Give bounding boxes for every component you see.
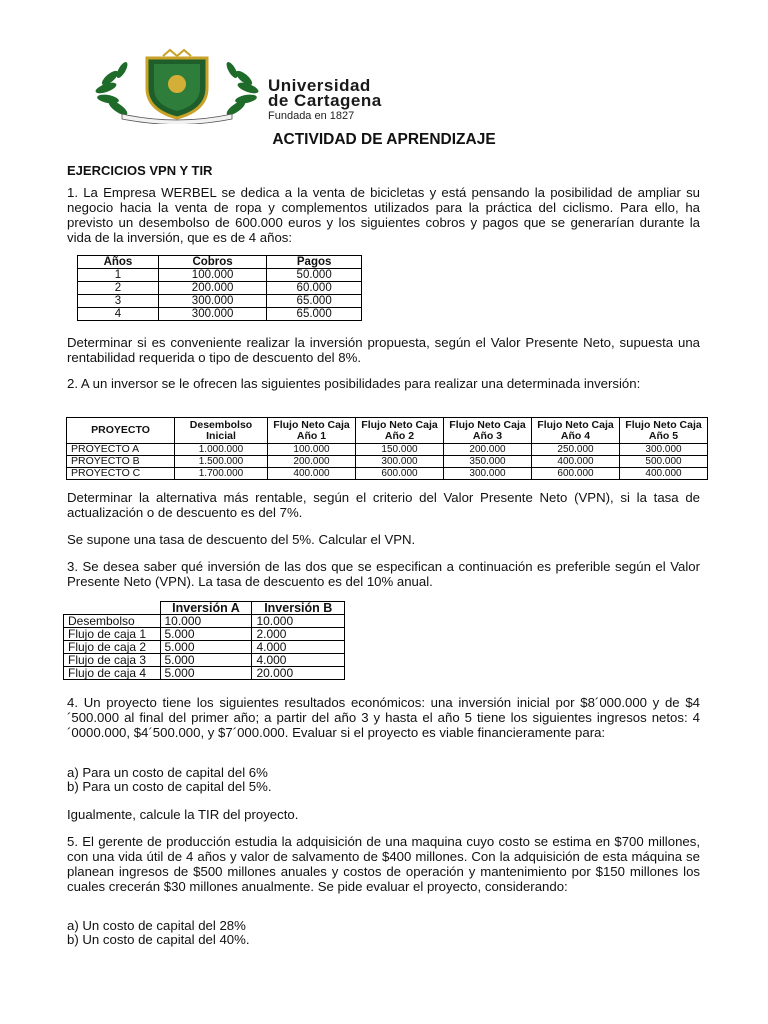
table-cell: PROYECTO A bbox=[67, 444, 175, 456]
table-row bbox=[78, 269, 362, 282]
section-subtitle: EJERCICIOS VPN Y TIR bbox=[67, 163, 213, 178]
exercise-2-table bbox=[66, 417, 708, 480]
table-row bbox=[64, 654, 345, 667]
table-cell: PROYECTO B bbox=[67, 456, 175, 468]
table-cell: 10.000 bbox=[252, 615, 345, 628]
table-header-row bbox=[64, 602, 345, 615]
table-cell: 3 bbox=[78, 295, 159, 308]
table-cell: 4.000 bbox=[252, 654, 345, 667]
table-cell: 50.000 bbox=[267, 269, 362, 282]
table-cell: 1 bbox=[78, 269, 159, 282]
table-row bbox=[64, 667, 345, 680]
table-header-row bbox=[78, 256, 362, 269]
table-cell: 1.500.000 bbox=[175, 456, 268, 468]
table-cell: 200.000 bbox=[268, 456, 356, 468]
exercise-2-question: Determinar la alternativa más rentable, según el criterio del Valor Presente Neto (VPN), si la tasa de actualización o de descuento es del 7%. bbox=[67, 490, 700, 520]
university-header bbox=[92, 48, 432, 126]
table-cell: 2 bbox=[78, 282, 159, 295]
table-header-cell: Años bbox=[78, 256, 159, 269]
university-name bbox=[268, 78, 382, 108]
table-cell: Flujo de caja 1 bbox=[64, 628, 161, 641]
exercise-4-option-a: a) Para un costo de capital del 6% bbox=[67, 765, 268, 780]
table-header-cell: Desembolso Inicial bbox=[175, 418, 268, 444]
table-cell: 100.000 bbox=[158, 269, 266, 282]
table-header-cell: Cobros bbox=[158, 256, 266, 269]
table-cell: 10.000 bbox=[160, 615, 252, 628]
table-cell: 60.000 bbox=[267, 282, 362, 295]
table-header-cell: Flujo Neto Caja Año 5 bbox=[620, 418, 708, 444]
table-cell: 500.000 bbox=[620, 456, 708, 468]
table-cell: 5.000 bbox=[160, 641, 252, 654]
table-cell: 350.000 bbox=[444, 456, 532, 468]
table-row bbox=[64, 615, 345, 628]
table-cell: 5.000 bbox=[160, 654, 252, 667]
table-cell: 600.000 bbox=[356, 468, 444, 480]
table-cell: Desembolso bbox=[64, 615, 161, 628]
table-cell: 5.000 bbox=[160, 628, 252, 641]
table-cell: 150.000 bbox=[356, 444, 444, 456]
exercise-5-option-b: b) Un costo de capital del 40%. bbox=[67, 932, 250, 947]
table-cell: Flujo de caja 3 bbox=[64, 654, 161, 667]
table-cell: 65.000 bbox=[267, 308, 362, 321]
table-cell: 250.000 bbox=[532, 444, 620, 456]
table-cell: 600.000 bbox=[532, 468, 620, 480]
table-cell: 200.000 bbox=[158, 282, 266, 295]
table-header-cell: Flujo Neto Caja Año 3 bbox=[444, 418, 532, 444]
table-row bbox=[78, 282, 362, 295]
table-header-cell bbox=[64, 602, 161, 615]
table-row bbox=[67, 468, 708, 480]
table-cell: 4.000 bbox=[252, 641, 345, 654]
table-header-cell: Flujo Neto Caja Año 4 bbox=[532, 418, 620, 444]
table-cell: PROYECTO C bbox=[67, 468, 175, 480]
table-cell: 300.000 bbox=[620, 444, 708, 456]
table-cell: 200.000 bbox=[444, 444, 532, 456]
exercise-5-text: 5. El gerente de producción estudia la adquisición de una maquina cuyo costo se estima en $700 millones, con una vida útil de 4 años y valor de salvamento de $400 millones. Con la adquisición de esta máquina se planean ingresos de $500 millones anuales y costos de operación y mantenimiento por $150 millones los cuales crecerán $30 millones anualmente. Se pide evaluar el proyecto, considerando: bbox=[67, 834, 700, 894]
table-cell: 300.000 bbox=[158, 295, 266, 308]
table-header-cell: Inversión A bbox=[160, 602, 252, 615]
table-header-cell: Flujo Neto Caja Año 2 bbox=[356, 418, 444, 444]
table-cell: Flujo de caja 4 bbox=[64, 667, 161, 680]
table-header-cell: Pagos bbox=[267, 256, 362, 269]
table-header-row bbox=[67, 418, 708, 444]
table-cell: 400.000 bbox=[620, 468, 708, 480]
table-row bbox=[67, 456, 708, 468]
exercise-3-text: 3. Se desea saber qué inversión de las dos que se especifican a continuación es preferible según el Valor Presente Neto (VPN). La tasa de descuento es del 10% anual. bbox=[67, 559, 700, 589]
table-cell: Flujo de caja 2 bbox=[64, 641, 161, 654]
table-row bbox=[78, 295, 362, 308]
table-cell: 400.000 bbox=[268, 468, 356, 480]
table-header-cell: Flujo Neto Caja Año 1 bbox=[268, 418, 356, 444]
table-cell: 1.000.000 bbox=[175, 444, 268, 456]
table-row bbox=[64, 641, 345, 654]
table-cell: 5.000 bbox=[160, 667, 252, 680]
table-header-cell: PROYECTO bbox=[67, 418, 175, 444]
table-row bbox=[67, 444, 708, 456]
university-founded: Fundada en 1827 bbox=[268, 110, 355, 122]
university-name-line1: Universidad bbox=[268, 76, 371, 95]
page-title: ACTIVIDAD DE APRENDIZAJE bbox=[272, 131, 496, 148]
table-cell: 1.700.000 bbox=[175, 468, 268, 480]
table-cell: 300.000 bbox=[444, 468, 532, 480]
table-cell: 65.000 bbox=[267, 295, 362, 308]
exercise-3-table bbox=[63, 601, 345, 680]
university-crest-logo bbox=[92, 48, 262, 124]
table-header-cell: Inversión B bbox=[252, 602, 345, 615]
exercise-5-option-a: a) Un costo de capital del 28% bbox=[67, 918, 246, 933]
exercise-2-note: Se supone una tasa de descuento del 5%. Calcular el VPN. bbox=[67, 532, 416, 547]
table-cell: 400.000 bbox=[532, 456, 620, 468]
table-cell: 4 bbox=[78, 308, 159, 321]
exercise-1-question: Determinar si es conveniente realizar la inversión propuesta, según el Valor Presente Neto, supuesta una rentabilidad requerida o tipo de descuento del 8%. bbox=[67, 335, 700, 365]
university-name-line2: de Cartagena bbox=[268, 91, 382, 110]
table-row bbox=[78, 308, 362, 321]
table-cell: 20.000 bbox=[252, 667, 345, 680]
table-cell: 300.000 bbox=[158, 308, 266, 321]
exercise-1-table bbox=[77, 255, 362, 321]
exercise-2-text: 2. A un inversor se le ofrecen las siguientes posibilidades para realizar una determinada inversión: bbox=[67, 376, 641, 391]
table-row bbox=[64, 628, 345, 641]
exercise-1-text: 1. La Empresa WERBEL se dedica a la venta de bicicletas y está pensando la posibilidad de ampliar su negocio hacia la venta de ropa y complementos utilizados para la práctica del ciclismo. Para ello, ha previsto un desembolso de 600.000 euros y los siguientes cobros y pagos que se generarían durante la vida de la inversión, que es de 4 años: bbox=[67, 185, 700, 245]
table-cell: 300.000 bbox=[356, 456, 444, 468]
table-cell: 100.000 bbox=[268, 444, 356, 456]
exercise-4-text: 4. Un proyecto tiene los siguientes resultados económicos: una inversión inicial por $8´000.000 y de $4´500.000 al final del primer año; a partir del año 3 y hasta el año 5 tiene los siguientes ingresos netos: 4´0000.000, $4´500.000, y $7´000.000. Evaluar si el proyecto es viable financieramente para: bbox=[67, 695, 700, 740]
exercise-4-tir: Igualmente, calcule la TIR del proyecto. bbox=[67, 807, 299, 822]
table-cell: 2.000 bbox=[252, 628, 345, 641]
exercise-4-option-b: b) Para un costo de capital del 5%. bbox=[67, 779, 272, 794]
